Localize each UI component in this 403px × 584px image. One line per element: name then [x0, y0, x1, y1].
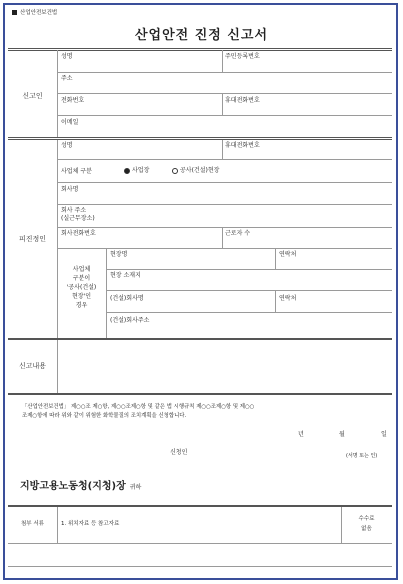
divider	[57, 204, 392, 205]
report-content-area[interactable]	[60, 342, 390, 390]
option-construction-site[interactable]: 공사(건설)현장	[172, 167, 219, 175]
contact-field-2[interactable]: 연락처	[279, 295, 297, 302]
construction-company-field[interactable]: (건설)회사명	[110, 295, 144, 302]
square-bullet-icon	[12, 10, 17, 15]
applicant-label: 신청인	[170, 449, 188, 456]
radio-selected-icon	[124, 168, 130, 174]
reporter-name-field[interactable]: 성명	[61, 53, 73, 60]
divider	[57, 182, 392, 183]
divider	[106, 290, 392, 291]
form-label: 산업안전보건법	[12, 9, 57, 17]
reporter-phone-field[interactable]: 전화번호	[61, 97, 85, 104]
reporter-section-label: 신고인	[22, 92, 43, 100]
declaration-text: 「산업안전보건법」 제○○조 제○항, 제○○조제○항 및 같은 법 시행규칙 제○○조제○항 및 제○○ 조제○항에 따라 위와 같이 위험한 화학물질의 조치계획을 신청합니다.	[22, 404, 255, 419]
agency-name: 지방고용노동청(지청)장 귀하	[20, 481, 142, 492]
date-year-label: 년	[298, 431, 304, 438]
divider	[8, 137, 392, 140]
contact-field-1[interactable]: 연락처	[279, 251, 297, 258]
option-workplace[interactable]: 사업장	[124, 167, 149, 175]
date-day-label: 일	[381, 431, 387, 438]
divider	[106, 269, 392, 270]
fee-box: 수수료 없음	[358, 516, 375, 532]
attachment-item: 1. 위치자료 등 참고자료	[61, 521, 120, 527]
attachments-label: 첨부 서류	[20, 521, 44, 527]
reporter-resident-no-field[interactable]: 주민등록번호	[225, 53, 260, 60]
divider	[57, 340, 58, 393]
divider	[8, 338, 392, 340]
divider	[57, 227, 392, 228]
reporter-mobile-field[interactable]: 휴대전화번호	[225, 97, 260, 104]
sign-note: (서명 또는 인)	[346, 453, 378, 459]
workers-field[interactable]: 근로자 수	[225, 230, 251, 237]
divider	[275, 290, 276, 312]
divider	[57, 115, 392, 116]
divider	[57, 93, 392, 94]
radio-empty-icon	[172, 168, 178, 174]
business-type-label: 사업체 구분	[61, 168, 92, 175]
divider	[57, 248, 392, 249]
construction-office-field[interactable]: (건설)회사주소	[110, 317, 150, 324]
respondent-name-field[interactable]: 성명	[61, 142, 73, 149]
divider	[57, 159, 392, 160]
divider	[8, 543, 392, 544]
respondent-mobile-field[interactable]: 휴대전화번호	[225, 142, 260, 149]
site-name-field[interactable]: 현장명	[110, 251, 128, 258]
site-location-field[interactable]: 현장 소재지	[110, 272, 141, 279]
divider	[8, 505, 392, 507]
construction-note: 사업체 구분이 '공사(건설) 현장'인 경우	[66, 266, 97, 309]
company-phone-field[interactable]: 회사전화번호	[61, 230, 96, 237]
reporter-email-field[interactable]: 이메일	[61, 119, 79, 126]
reporter-address-field[interactable]: 주소	[61, 75, 73, 82]
divider	[222, 140, 223, 159]
divider	[106, 248, 107, 338]
divider	[8, 48, 392, 51]
date-month-label: 월	[339, 431, 345, 438]
report-content-section-label: 신고내용	[18, 362, 47, 370]
divider	[275, 248, 276, 269]
divider	[222, 93, 223, 115]
divider	[8, 393, 392, 395]
divider	[8, 566, 392, 567]
form-title: 산업안전 진정 신고서	[134, 28, 269, 43]
divider	[57, 72, 392, 73]
company-address-field[interactable]: 회사 주소 (실근무장소)	[61, 207, 95, 222]
divider	[106, 312, 392, 313]
company-name-field[interactable]: 회사명	[61, 186, 79, 193]
divider	[222, 50, 223, 72]
divider	[222, 227, 223, 248]
divider	[57, 507, 58, 543]
respondent-section-label: 피진정인	[18, 235, 47, 243]
